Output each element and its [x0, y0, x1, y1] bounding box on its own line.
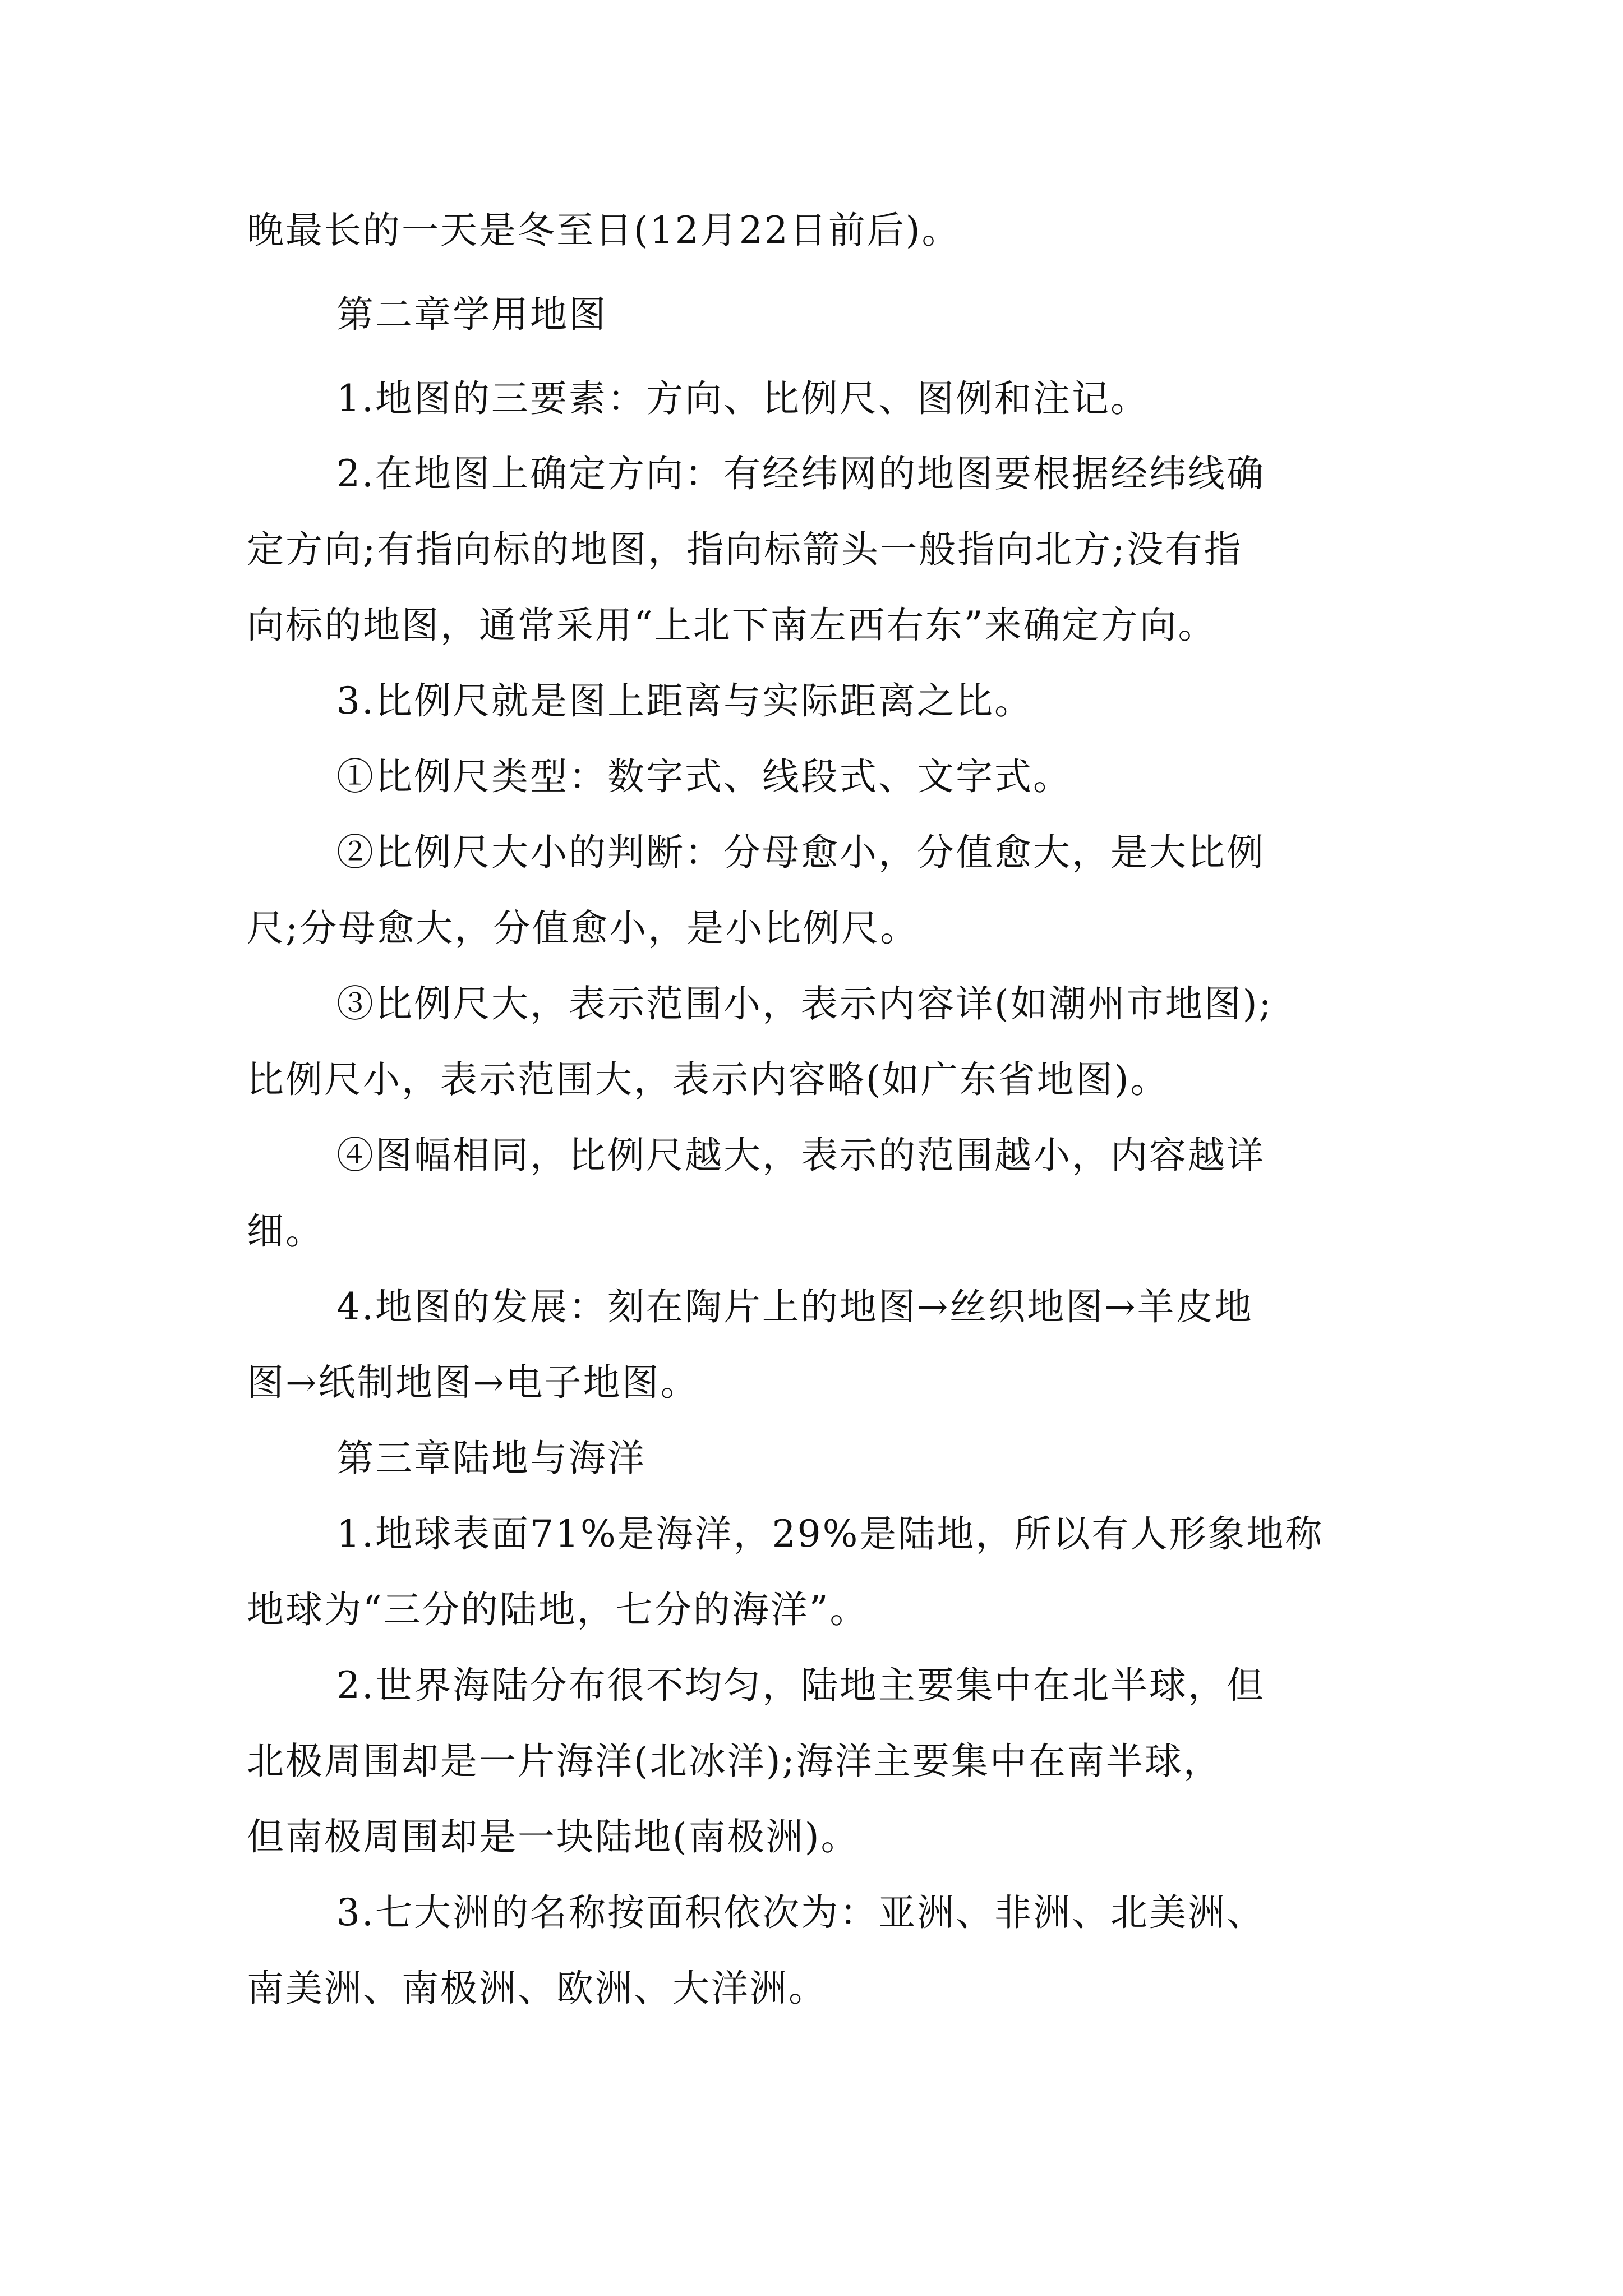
text-line: 图→纸制地图→电子地图。	[247, 1361, 699, 1404]
text-line: 定方向;有指向标的地图，指向标箭头一般指向北方;没有指	[247, 528, 1243, 571]
text-line: 北极周围却是一片海洋(北冰洋);海洋主要集中在南半球，	[247, 1740, 1222, 1783]
text-line: 3.比例尺就是图上距离与实际距离之比。	[336, 679, 1033, 723]
text-line: ③比例尺大，表示范围小，表示内容详(如潮州市地图);	[336, 982, 1273, 1025]
text-line: 3.七大洲的名称按面积依次为：亚洲、非洲、北美洲、	[336, 1891, 1265, 1934]
text-line: ④图幅相同，比例尺越大，表示的范围越小，内容越详	[336, 1134, 1265, 1177]
text-line: 2.世界海陆分布很不均匀，陆地主要集中在北半球，但	[336, 1664, 1265, 1707]
text-line: 细。	[247, 1209, 324, 1253]
text-line: 但南极周围却是一块陆地(南极洲)。	[247, 1815, 860, 1858]
text-line: 尺;分母愈大，分值愈小，是小比例尺。	[247, 907, 919, 950]
text-line: 南美洲、南极洲、欧洲、大洋洲。	[247, 1967, 827, 2010]
text-line: 向标的地图，通常采用“上北下南左西右东”来确定方向。	[247, 604, 1217, 647]
text-line: 2.在地图上确定方向：有经纬网的地图要根据经纬线确	[336, 452, 1265, 495]
text-line: ①比例尺类型：数字式、线段式、文字式。	[336, 755, 1072, 798]
chapter-heading: 第二章学用地图	[336, 293, 607, 336]
text-line: 1.地图的三要素：方向、比例尺、图例和注记。	[336, 377, 1149, 420]
text-line: 1.地球表面71%是海洋，29%是陆地，所以有人形象地称	[336, 1512, 1324, 1556]
chapter-heading: 第三章陆地与海洋	[336, 1437, 646, 1480]
text-line: 地球为“三分的陆地，七分的海洋”。	[247, 1588, 869, 1631]
text-line: 比例尺小，表示范围大，表示内容略(如广东省地图)。	[247, 1058, 1169, 1101]
text-line: 晚最长的一天是冬至日(12月22日前后)。	[247, 209, 961, 252]
text-line: 4.地图的发展：刻在陶片上的地图→丝织地图→羊皮地	[336, 1285, 1253, 1328]
text-line: ②比例尺大小的判断：分母愈小，分值愈大，是大比例	[336, 831, 1265, 874]
